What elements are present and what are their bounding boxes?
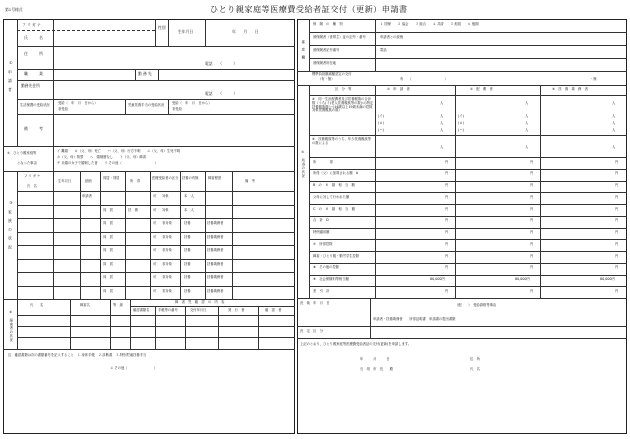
right-frame bbox=[297, 19, 627, 434]
calc-row-label: ⑨ 社会保険料等相当額 bbox=[313, 277, 349, 281]
income-col-spouse: ② 配 偶 者 bbox=[470, 87, 493, 91]
office-row-line bbox=[309, 58, 627, 59]
mayor-line: 石 垣 市 長 殿 bbox=[360, 367, 393, 371]
sub-label: (ハ) bbox=[378, 128, 384, 132]
calc-row-label: C の ８ 割 相 当 額 bbox=[313, 206, 355, 211]
person-unit: 人 bbox=[440, 145, 444, 149]
calc-row-label: ⑧ その他の控除 bbox=[313, 265, 340, 270]
dis-type-header: 障害名 bbox=[80, 303, 90, 307]
office-row-label: 保 険 の 種 別 bbox=[313, 22, 343, 26]
household-cell[interactable]: 同 居 bbox=[103, 207, 113, 212]
person-unit: 人 bbox=[612, 114, 616, 118]
hh-income-header: 所 得 bbox=[130, 179, 140, 183]
disability-section-label: ④ 障害者の状況 bbox=[8, 310, 13, 342]
dis-confirm-header: 障 害 児 確 認 の 内 容 bbox=[175, 300, 225, 304]
sub-label: (イ) bbox=[378, 114, 384, 118]
address-line[interactable]: 住 所 bbox=[470, 357, 480, 361]
hh-furigana-header: フ リ ガ ナ bbox=[24, 174, 41, 178]
household-cell[interactable]: 扶養義務者 bbox=[207, 275, 224, 279]
office-row-label: 被保険者所在地 bbox=[313, 61, 337, 65]
name-label: 氏 名 bbox=[24, 35, 43, 40]
decision-label: 決 定 区 分 bbox=[300, 329, 324, 333]
calc-row-value[interactable]: 円 bbox=[530, 218, 534, 223]
deduction-yn[interactable]: ・無 bbox=[590, 77, 597, 81]
calc-row-value[interactable]: 円 bbox=[445, 183, 449, 187]
household-cell[interactable]: 非対象 bbox=[162, 275, 172, 279]
welfare-option-received[interactable]: 受給（ 年 月 日から） bbox=[58, 101, 98, 105]
became-date-label: となった事由 bbox=[17, 161, 37, 165]
hh-disability-header: 障害程度 bbox=[208, 176, 222, 180]
calc-row-value[interactable]: 80,000円 bbox=[600, 277, 615, 281]
household-cell[interactable]: 扶養 bbox=[184, 248, 191, 252]
office-row-options[interactable]: 申請者との続柄 bbox=[380, 35, 404, 39]
household-cell[interactable]: 扶養義務者 bbox=[207, 234, 224, 239]
calc-row-value[interactable]: 円 bbox=[530, 171, 534, 176]
sub-label: (ロ) bbox=[458, 121, 464, 125]
family-section-label: ② ひとり親家庭等 bbox=[7, 151, 37, 155]
person-unit: 人 bbox=[612, 101, 616, 105]
calc-row-value[interactable]: 円 bbox=[530, 288, 534, 293]
calc-row-value[interactable]: 円 bbox=[530, 194, 534, 199]
household-cell[interactable]: 可 bbox=[153, 275, 157, 279]
income-col-guardian: ③ 扶 養 義 務 者 bbox=[552, 87, 588, 91]
office-row-options[interactable]: １ 国保 ２ 協会 ３ 組合 ４ 共済 ５ 船員 ６ 後期 bbox=[380, 22, 479, 26]
approval-right: （配 ） 受給資格等事由 bbox=[455, 303, 497, 307]
person-unit: 人 bbox=[440, 121, 444, 125]
family-type-1[interactable]: イ 離婚 ロ（父、母）死亡 ハ（父、母）行方不明 ニ（父、母）生死不明 bbox=[57, 149, 181, 153]
hh-remarks-header: 備 考 bbox=[245, 179, 255, 183]
calc-row-label: 父母に対して行われた額 bbox=[313, 194, 350, 199]
household-cell[interactable]: 可 bbox=[153, 207, 157, 212]
birth-format: 年 月 日 bbox=[232, 29, 259, 34]
hh-cohabit-header: 同居・別居 bbox=[103, 176, 120, 180]
person-unit: 人 bbox=[612, 128, 616, 132]
household-cell[interactable]: 同 居 bbox=[103, 275, 113, 279]
office-row-divider bbox=[375, 45, 376, 58]
household-cell[interactable]: 本 人 bbox=[184, 207, 194, 212]
calc-row-value[interactable]: 円 bbox=[615, 183, 619, 187]
calc-row-value[interactable]: 円 bbox=[530, 241, 534, 246]
calc-row-value[interactable]: 円 bbox=[615, 241, 619, 246]
calc-row-line bbox=[309, 181, 627, 182]
standard-label: 標準負担額減額認定の交付 bbox=[312, 72, 352, 76]
household-cell[interactable]: 扶養 bbox=[184, 288, 191, 293]
calc-row-value[interactable]: 円 bbox=[445, 159, 449, 164]
household-cell[interactable]: 可 bbox=[153, 248, 157, 252]
household-cell[interactable]: 同 居 bbox=[103, 221, 113, 225]
calc-row-line bbox=[309, 251, 627, 252]
person-unit: 人 bbox=[525, 121, 529, 125]
household-row-line bbox=[17, 286, 295, 287]
calc-row-value[interactable]: 円 bbox=[615, 288, 619, 293]
person-unit: 人 bbox=[525, 128, 529, 132]
employer-label: 勤 務 先 bbox=[138, 71, 152, 76]
household-row-line bbox=[17, 272, 295, 273]
office-section-label: 審 査 欄 bbox=[300, 40, 305, 60]
pension-option-not-received[interactable]: 非受給 bbox=[172, 107, 182, 111]
calc-row-value[interactable]: 円 bbox=[445, 194, 449, 199]
household-cell[interactable]: 同 居 bbox=[103, 261, 113, 266]
dis-doc-header: 確認書類名 bbox=[133, 308, 150, 312]
household-cell[interactable]: 非対象 bbox=[162, 248, 172, 252]
household-row-line bbox=[17, 232, 295, 233]
household-cell[interactable]: 非対象 bbox=[162, 261, 172, 266]
household-cell[interactable]: 扶養 bbox=[184, 221, 191, 225]
hh-relation-header: 続柄 bbox=[85, 179, 92, 183]
household-cell[interactable]: 扶養 bbox=[184, 275, 191, 279]
office-row-label: 被保険者（世帯主）証の記号・番号 bbox=[313, 35, 366, 39]
person-unit: 人 bbox=[525, 145, 529, 149]
hh-support-header: 扶養の有無 bbox=[182, 176, 199, 180]
calc-row-value[interactable]: 円 bbox=[615, 265, 619, 270]
calc-row-value[interactable]: 円 bbox=[615, 253, 619, 258]
household-cell[interactable]: 可 bbox=[153, 234, 157, 239]
household-cell[interactable]: 扶 養 bbox=[128, 207, 138, 212]
household-cell[interactable]: 本 人 bbox=[184, 194, 194, 198]
calc-row-value[interactable]: 円 bbox=[445, 230, 449, 234]
household-cell[interactable]: 申請者 bbox=[82, 194, 92, 198]
calc-row-line bbox=[309, 263, 627, 264]
household-cell[interactable]: 非対象 bbox=[162, 288, 172, 293]
household-section-label: ③ 家 族 の 状 況 bbox=[8, 200, 14, 250]
address-label: 住 所 bbox=[24, 51, 43, 56]
left-frame bbox=[3, 19, 295, 434]
household-cell[interactable]: 非対象 bbox=[162, 234, 172, 239]
calc-row-value[interactable]: 80,000円 bbox=[430, 277, 445, 281]
office-row-line bbox=[309, 32, 627, 33]
date-line[interactable]: 年 月 日 bbox=[360, 357, 390, 361]
calc-row-label: B の ８ 割 相 当 額 bbox=[313, 183, 355, 187]
household-cell[interactable]: 同 居 bbox=[103, 288, 113, 293]
furigana-label: フ リ ガ ナ bbox=[22, 22, 41, 27]
household-cell[interactable]: 非対象 bbox=[162, 221, 172, 225]
office-row-options[interactable]: 電話 bbox=[380, 48, 387, 52]
household-cell[interactable]: 扶養義務者 bbox=[207, 248, 224, 252]
pension-label: 児童扶養手当の受給状況 bbox=[128, 103, 165, 107]
calc-row-value[interactable]: 円 bbox=[445, 288, 449, 293]
household-cell[interactable]: 扶養 bbox=[184, 234, 191, 239]
person-unit: 人 bbox=[612, 121, 616, 125]
person-unit: 人 bbox=[440, 128, 444, 132]
family-type-2[interactable]: ホ（父、母）拘禁 へ 婚姻歴なし ト（父、母）障害 bbox=[57, 155, 147, 159]
calc-row-value[interactable]: 円 bbox=[530, 230, 534, 234]
phone2-label: 電話 （ ） bbox=[205, 91, 238, 96]
calc-row-line bbox=[309, 204, 627, 205]
calc-row-value[interactable]: 円 bbox=[530, 159, 534, 164]
calc-row-line bbox=[309, 286, 627, 287]
person-unit: 人 bbox=[612, 145, 616, 149]
income-col-category: 区 分 等 bbox=[335, 87, 352, 91]
person-unit: 人 bbox=[525, 101, 529, 105]
calc-row-value[interactable]: 円 bbox=[530, 183, 534, 187]
household-cell[interactable]: 扶養 bbox=[184, 261, 191, 266]
calc-row-label: 所 得 bbox=[313, 159, 333, 164]
hh-name-header: 氏 名 bbox=[27, 184, 37, 188]
calc-row-label: ⑦ 所得控除 bbox=[313, 241, 333, 246]
sub-label: (ハ) bbox=[458, 128, 464, 132]
calc-row-value[interactable]: 円 bbox=[615, 230, 619, 234]
applicant-name-line[interactable]: 氏 名 bbox=[470, 367, 480, 371]
calc-row-value[interactable]: 円 bbox=[615, 171, 619, 176]
phone-label: 電話 （ ） bbox=[205, 61, 238, 66]
calc-row-value[interactable]: 円 bbox=[530, 253, 534, 258]
income-row-dependents: ④ 同一生計配偶者及び扶養親族の合計数（うち(イ)老人扶養親族等の数(ロ)特定扶養親族数(ハ)16歳以上19歳未満の控除対象扶養親族の数） bbox=[312, 97, 374, 113]
calc-row-value[interactable]: 円 bbox=[445, 241, 449, 246]
dis-checker-header: 確 認 者 bbox=[265, 308, 282, 312]
welfare-label: 生活保護の受給状況 bbox=[20, 103, 50, 107]
office-row-label: 被保険者記号番号 bbox=[313, 48, 340, 52]
calc-row-value[interactable]: 円 bbox=[615, 194, 619, 199]
sub-label: (イ) bbox=[458, 114, 464, 118]
calc-row-line bbox=[309, 192, 627, 193]
employer-address-label: 勤務先住所 bbox=[21, 83, 40, 88]
calc-row-label: 所得（父）に加算される額 A bbox=[313, 171, 359, 176]
dis-issuer-header: 発 行 者 bbox=[228, 308, 245, 312]
calc-row-value[interactable]: 円 bbox=[445, 206, 449, 211]
household-cell[interactable]: 可 bbox=[153, 288, 157, 293]
calc-row-value[interactable]: 円 bbox=[615, 218, 619, 223]
confirm-text: 申請者・扶養義務者 所得証明書 申請書の提出書類 bbox=[373, 317, 456, 321]
person-unit: 人 bbox=[440, 101, 444, 105]
dis-date-header: 交付年月日 bbox=[190, 308, 207, 312]
welfare-option-not-received[interactable]: 非受給 bbox=[58, 107, 68, 111]
calc-row-value[interactable]: 円 bbox=[530, 206, 534, 211]
dis-number-header: 手帳等の番号 bbox=[158, 308, 178, 312]
calc-row-value[interactable]: 80,000円 bbox=[515, 277, 530, 281]
standard-value: （有・無） bbox=[318, 77, 335, 81]
calc-row-value[interactable]: 円 bbox=[445, 253, 449, 258]
calc-row-value[interactable]: 円 bbox=[615, 159, 619, 164]
birth-label: 生年月日 bbox=[178, 29, 194, 34]
remarks-label: 備 考 bbox=[24, 126, 43, 131]
approval-label: 決 裁 年 月 日 bbox=[300, 301, 330, 305]
calc-row-line bbox=[309, 228, 627, 229]
person-unit: 人 bbox=[525, 114, 529, 118]
calc-row-line bbox=[309, 275, 627, 276]
household-cell[interactable]: 同 居 bbox=[103, 234, 113, 239]
household-cell[interactable]: 同 居 bbox=[103, 248, 113, 252]
household-row-line bbox=[17, 259, 295, 260]
calc-row-label: 障害・ひとり親・勤労学生控除 bbox=[313, 253, 360, 258]
family-type-3[interactable]: チ 未婚の女子で婚姻した者 リ その他（ ） bbox=[57, 161, 159, 165]
household-row-line bbox=[17, 245, 295, 246]
income-section-label: ⑤ 所得の状況 bbox=[300, 150, 305, 178]
hh-recipient-header: 医療受給者の区分 bbox=[152, 176, 179, 180]
household-cell[interactable]: 可 bbox=[153, 221, 157, 225]
household-cell[interactable]: 対象 bbox=[162, 207, 169, 212]
person-unit: 人 bbox=[440, 114, 444, 118]
calc-row-value[interactable]: 円 bbox=[445, 171, 449, 176]
dis-name-header: 氏 名 bbox=[30, 303, 44, 307]
office-row-divider bbox=[375, 58, 376, 71]
calc-row-label: 合 計 D bbox=[313, 218, 329, 223]
household-cell[interactable]: 対象 bbox=[162, 194, 169, 198]
occupation-label: 職 業 bbox=[24, 71, 43, 76]
income-col-applicant: ① 申 請 者 bbox=[387, 87, 410, 91]
applicant-section-label: ① 申 請 者 bbox=[8, 60, 14, 92]
sex-label: 性別 bbox=[158, 25, 166, 30]
calc-row-label: 差 引 計 bbox=[313, 288, 330, 293]
household-cell[interactable]: 可 bbox=[153, 261, 157, 266]
household-cell[interactable]: 可 bbox=[153, 194, 157, 198]
deduction-label[interactable]: 有 （ ） bbox=[400, 77, 448, 81]
pension-option-received[interactable]: 受給（ 年 月 日から） bbox=[172, 101, 212, 105]
calc-row-line bbox=[309, 216, 627, 217]
calc-row-line bbox=[309, 239, 627, 240]
hh-birth-header: 生年月日 bbox=[58, 179, 72, 183]
household-row-line bbox=[17, 205, 295, 206]
calc-row-value[interactable]: 円 bbox=[530, 265, 534, 270]
household-cell[interactable]: 扶養義務者 bbox=[207, 288, 224, 293]
dis-grade-header: 等 級 bbox=[113, 303, 123, 307]
calc-row-value[interactable]: 円 bbox=[445, 218, 449, 223]
calc-row-value[interactable]: 円 bbox=[445, 265, 449, 270]
income-row-minors: ⑥ 扶養親族等のうち、年少扶養親族等の数による bbox=[312, 137, 372, 145]
submission-note: 上記のとおり、ひとり親家庭等医療費受給者証の交付(更新)を申請します。 bbox=[300, 342, 412, 346]
household-row-line bbox=[17, 218, 295, 219]
office-row-divider bbox=[375, 19, 376, 32]
form-title: ひとり親家庭等医療費受給者証交付（更新）申請書 bbox=[210, 4, 408, 14]
calc-row-line bbox=[309, 169, 627, 170]
other-note: ４ その他（ ） bbox=[110, 366, 158, 370]
office-row-line bbox=[309, 45, 627, 46]
office-row-divider bbox=[375, 32, 376, 45]
household-cell[interactable]: 扶養義務者 bbox=[207, 261, 224, 266]
calc-row-label: 特例適用額 bbox=[313, 230, 330, 234]
calc-row-value[interactable]: 円 bbox=[615, 206, 619, 211]
sub-label: (ロ) bbox=[378, 121, 384, 125]
consent-note: 注 確認書類は次の書類番号を記入すること １.身体手帳 ２.診断書 ３.特別児童扶養手当 bbox=[8, 353, 147, 357]
household-cell[interactable]: 扶養義務者 bbox=[207, 221, 224, 225]
form-number: 第1号様式 bbox=[5, 7, 23, 12]
